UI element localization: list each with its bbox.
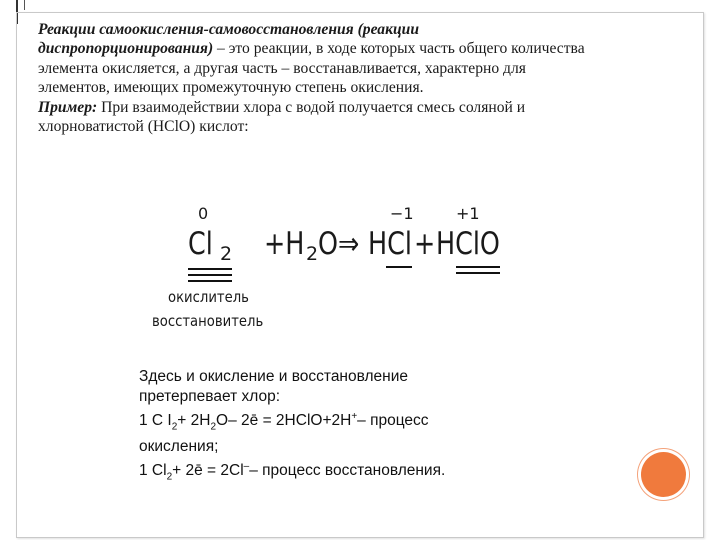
equation-line bbox=[188, 226, 218, 262]
eq-h2o-sub: 2 bbox=[306, 243, 319, 265]
example-label: Пример: bbox=[38, 98, 98, 116]
eq-o-arrow: O⇒ bbox=[318, 226, 360, 262]
underline-hclo-2 bbox=[456, 272, 500, 274]
explanation-line-3: 1 С $I_2+ 2H_2O-$ 2ē = 2HClO+2H+– процесс bbox=[139, 411, 429, 433]
ox-state-cl2: 0 bbox=[198, 204, 209, 223]
underline-hcl bbox=[386, 266, 412, 268]
ox-state-hcl: −1 bbox=[390, 204, 414, 223]
eq-hclo: HClO bbox=[436, 226, 500, 262]
explanation-line-2: претерпевает хлор: bbox=[139, 388, 281, 405]
explanation-line-1: Здесь и окисление и восстановление bbox=[139, 368, 408, 385]
underline-cl2-3 bbox=[188, 280, 232, 282]
corner-bar-thin bbox=[24, 0, 25, 10]
eq-plus-h: +H bbox=[264, 226, 305, 262]
underline-cl2-1 bbox=[188, 268, 232, 270]
term: Реакции самоокисления-самовосстановления (реакции диспропорционирования) bbox=[38, 21, 420, 58]
underline-hclo-1 bbox=[456, 266, 500, 268]
eq-cl-sub: 2 bbox=[220, 243, 233, 265]
decorative-circle bbox=[641, 452, 686, 497]
eq-hcl: HCl bbox=[368, 226, 412, 262]
intro-paragraph bbox=[38, 20, 598, 136]
ox-state-hclo: +1 bbox=[456, 204, 480, 223]
caption-reducer: восстановитель bbox=[152, 312, 264, 330]
explanation-block bbox=[139, 367, 569, 488]
underline-cl2-2 bbox=[188, 274, 232, 276]
explanation-line-4: окисления; bbox=[139, 438, 219, 456]
caption-oxidizer: окислитель bbox=[168, 288, 249, 306]
eq-plus: + bbox=[414, 226, 436, 262]
example-text: При взаимодействии хлора с водой получается смесь соляной и хлорноватистой (HClO) кислот: bbox=[38, 98, 526, 136]
definition: – это реакции, в ходе которых часть общего количества элемента окисляется, а другая часть – восстанавливается, характерно для элементов, имеющих промежуточную степень окисления. bbox=[38, 40, 585, 97]
explanation-line-5: 1 $Cl_2+$ 2ē = 2Cl–– процесс восстановления. bbox=[139, 461, 446, 483]
eq-cl: Cl bbox=[188, 226, 213, 262]
